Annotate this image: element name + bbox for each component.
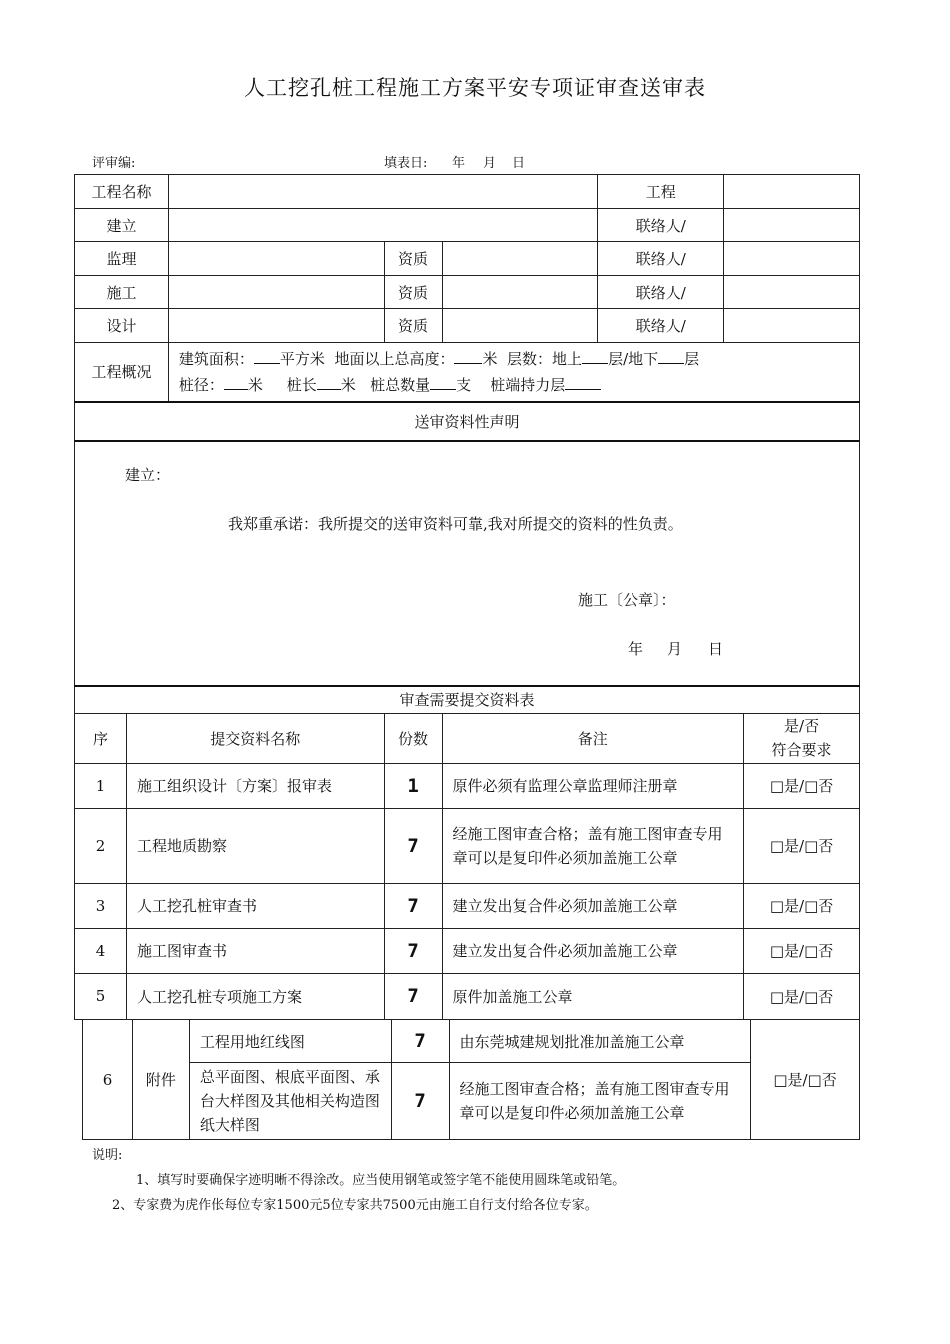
row-2-copies: 7 — [384, 808, 442, 883]
declaration-addressee: 建立： — [125, 466, 171, 484]
row-5-copies: 7 — [384, 973, 442, 1019]
area-label: 建筑面积： — [178, 349, 254, 368]
attachment-2-name: 总平面图、根底平面图、承台大样图及其他相关构造图纸大样图 — [189, 1063, 391, 1140]
design-qual-field[interactable] — [442, 309, 598, 343]
row-4-compliance[interactable]: □是/□否 — [744, 928, 860, 973]
row-5-name: 人工挖孔桩专项施工方案 — [126, 973, 384, 1019]
project-name-field[interactable] — [168, 175, 597, 209]
row-3-remark: 建立发出复合件必须加盖施工公章 — [442, 883, 744, 928]
area-blank[interactable] — [254, 349, 280, 364]
fill-month: 月 — [483, 156, 497, 171]
col-compliance-line1: 是/否 — [784, 717, 820, 735]
materials-header: 审查需要提交资料表 — [75, 686, 860, 713]
declaration-month: 月 — [667, 640, 683, 658]
supervise-field[interactable] — [168, 242, 384, 276]
build-contact-field[interactable] — [724, 209, 860, 242]
col-compliance-line2: 符合要求 — [771, 741, 832, 759]
attachments-table — [82, 1019, 860, 1140]
row-6-compliance[interactable]: □是/□否 — [751, 1020, 860, 1140]
row-1-remark: 原件必须有监理公章监理师注册章 — [442, 763, 744, 808]
overview-content — [168, 343, 859, 402]
row-4-name: 施工图审查书 — [126, 928, 384, 973]
design-contact-field[interactable] — [724, 309, 860, 343]
col-compliance — [744, 713, 860, 763]
note-1: 1、填写时要确保字迹明晰不得涂改。应当使用钢笔或签字笔不能使用圆珠笔或铅笔。 — [136, 1173, 626, 1188]
row-1-name: 施工组织设计〔方案〕报审表 — [126, 763, 384, 808]
bearing-blank[interactable] — [565, 375, 601, 390]
fill-year: 年 — [452, 156, 466, 171]
project-info-table — [74, 174, 860, 442]
row-6-seq: 6 — [83, 1020, 133, 1140]
declaration-box — [74, 441, 860, 686]
attachment-2-copies: 7 — [391, 1063, 449, 1140]
build-label: 建立 — [75, 209, 169, 242]
length-blank[interactable] — [317, 375, 341, 390]
row-4-seq: 4 — [75, 928, 127, 973]
row-5-compliance[interactable]: □是/□否 — [744, 973, 860, 1019]
row-4-copies: 7 — [384, 928, 442, 973]
length-label: 桩长 — [286, 375, 317, 394]
construct-contact-label: 联络人/ — [598, 276, 724, 309]
declaration-header: 送审资料性声明 — [75, 402, 860, 441]
col-remark: 备注 — [442, 713, 744, 763]
declaration-seal: 施工〔公章〕： — [578, 591, 676, 609]
diameter-label: 桩径： — [178, 375, 224, 394]
count-label: 桩总数量 — [370, 375, 431, 394]
design-qual-label: 资质 — [384, 309, 442, 343]
supervise-label: 监理 — [75, 242, 169, 276]
build-field[interactable] — [168, 209, 597, 242]
construct-contact-field[interactable] — [724, 276, 860, 309]
floors-label: 层数：地上 — [507, 349, 583, 368]
row-2-name: 工程地质勘察 — [126, 808, 384, 883]
row-1-seq: 1 — [75, 763, 127, 808]
note-2: 2、专家费为虎作伥每位专家1500元5位专家共7500元由施工自行支付给各位专家。 — [112, 1198, 598, 1213]
project-field-right[interactable] — [724, 175, 860, 209]
build-contact-label: 联络人/ — [598, 209, 724, 242]
declaration-day: 日 — [708, 640, 724, 658]
diameter-unit: 米 — [247, 375, 263, 394]
col-seq: 序 — [75, 713, 127, 763]
count-blank[interactable] — [430, 375, 456, 390]
attachment-2-remark: 经施工图审查合格；盖有施工图审查专用章可以是复印件必须加盖施工公章 — [449, 1063, 751, 1140]
height-blank[interactable] — [454, 349, 482, 364]
row-3-seq: 3 — [75, 883, 127, 928]
col-copies: 份数 — [384, 713, 442, 763]
supervise-contact-field[interactable] — [724, 242, 860, 276]
row-6-label: 附件 — [132, 1020, 189, 1140]
attachment-1-remark: 由东莞城建规划批准加盖施工公章 — [449, 1020, 751, 1063]
row-3-copies: 7 — [384, 883, 442, 928]
fill-date-label: 填表日: — [384, 156, 428, 171]
row-1-copies: 1 — [384, 763, 442, 808]
construct-qual-label: 资质 — [384, 276, 442, 309]
materials-table — [74, 685, 860, 1020]
document-title: 人工挖孔桩工程施工方案平安专项证审查送审表 — [244, 76, 706, 100]
construct-qual-field[interactable] — [442, 276, 598, 309]
floors-above-unit: 层/地下 — [608, 349, 659, 368]
row-5-remark: 原件加盖施工公章 — [442, 973, 744, 1019]
floors-below-blank[interactable] — [658, 349, 684, 364]
review-number-label: 评审编: — [92, 156, 136, 171]
bearing-label: 桩端持力层 — [490, 375, 566, 394]
row-2-seq: 2 — [75, 808, 127, 883]
row-1-compliance[interactable]: □是/□否 — [744, 763, 860, 808]
row-5-seq: 5 — [75, 973, 127, 1019]
declaration-year: 年 — [628, 640, 644, 658]
row-2-compliance[interactable]: □是/□否 — [744, 808, 860, 883]
row-2-remark: 经施工图审查合格；盖有施工图审查专用章可以是复印件必须加盖施工公章 — [442, 808, 744, 883]
fill-day: 日 — [512, 156, 526, 171]
height-unit: 米 — [482, 349, 498, 368]
attachment-1-copies: 7 — [391, 1020, 449, 1063]
supervise-qual-field[interactable] — [442, 242, 598, 276]
diameter-blank[interactable] — [224, 375, 248, 390]
overview-label: 工程概况 — [75, 343, 169, 402]
design-label: 设计 — [75, 309, 169, 343]
row-3-name: 人工挖孔桩审查书 — [126, 883, 384, 928]
row-4-remark: 建立发出复合件必须加盖施工公章 — [442, 928, 744, 973]
overview-line-2 — [179, 372, 853, 398]
length-unit: 米 — [340, 375, 356, 394]
height-label: 地面以上总高度： — [334, 349, 455, 368]
count-unit: 支 — [456, 375, 472, 394]
supervise-contact-label: 联络人/ — [598, 242, 724, 276]
construct-field[interactable] — [168, 276, 384, 309]
construct-label: 施工 — [75, 276, 169, 309]
notes-label: 说明: — [92, 1148, 123, 1163]
project-name-label: 工程名称 — [75, 175, 169, 209]
overview-line-1 — [179, 346, 853, 372]
design-field[interactable] — [168, 309, 384, 343]
col-name: 提交资料名称 — [126, 713, 384, 763]
project-label-right: 工程 — [598, 175, 724, 209]
attachment-1-name: 工程用地红线图 — [189, 1020, 391, 1063]
floors-above-blank[interactable] — [582, 349, 608, 364]
design-contact-label: 联络人/ — [598, 309, 724, 343]
row-3-compliance[interactable]: □是/□否 — [744, 883, 860, 928]
floors-below-unit: 层 — [684, 349, 700, 368]
supervise-qual-label: 资质 — [384, 242, 442, 276]
declaration-statement: 我郑重承诺：我所提交的送审资料可靠,我对所提交的资料的性负责。 — [228, 515, 683, 533]
sqm-unit: 平方米 — [279, 349, 325, 368]
